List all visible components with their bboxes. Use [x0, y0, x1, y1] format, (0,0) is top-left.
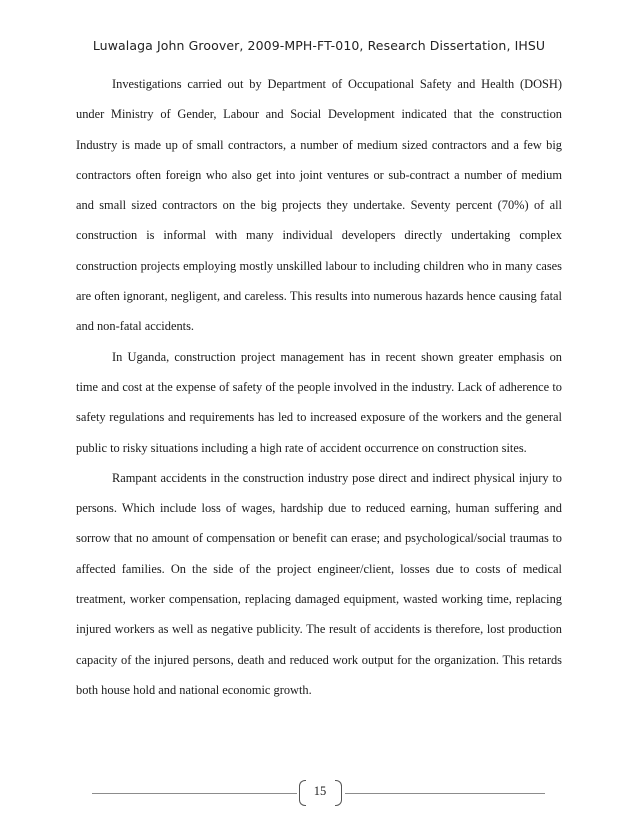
- footer-rule-right: [345, 793, 545, 794]
- paragraph-accident-impacts: Rampant accidents in the construction industry pose direct and indirect physical injury to persons. Which include loss of wages, hardship due to reduced earning, human suffering and sorrow that no amount of compensation or benefit can erase; and psychological/social traumas to affected families. On the side of the project engineer/client, losses due to costs of medical treatment, worker compensation, replacing damaged equipment, wasted working time, replacing injured workers as well as negative publicity. The result of accidents is therefore, lost production capacity of the injured persons, death and reduced work output for the organization. This retards both house hold and national economic growth.: [76, 470, 562, 697]
- running-header: Luwalaga John Groover, 2009-MPH-FT-010, Research Dissertation, IHSU: [92, 38, 546, 53]
- page-footer: [0, 778, 638, 808]
- paragraph-dosh-findings: Investigations carried out by Department of Occupational Safety and Health (DOSH) under Ministry of Gender, Labour and Social Development indicated that the construction Industry is made up of small contractors, a number of medium sized contractors and a few big contractors often foreign who also get into joint ventures or sub-contract a number of medium and small sized contractors on the big projects they undertake. Seventy percent (70%) of all construction is informal with many individual developers directly undertaking complex construction projects employing mostly unskilled labour to including children who in many cases are often ignorant, negligent, and careless. This results into numerous hazards hence causing fatal and non-fatal accidents.: [76, 77, 562, 334]
- body-text: [76, 69, 562, 705]
- paragraph-uganda-project-management: In Uganda, construction project management has in recent shown greater emphasis on time and cost at the expense of safety of the people involved in the industry. Lack of adherence to safety regulations and requirements has led to increased exposure of the workers and the general public to risky situations including a high rate of accident occurrence on construction sites.: [76, 349, 562, 455]
- footer-bracket-right: [335, 780, 342, 806]
- footer-rule-left: [92, 793, 297, 794]
- page-number: 15: [313, 784, 327, 798]
